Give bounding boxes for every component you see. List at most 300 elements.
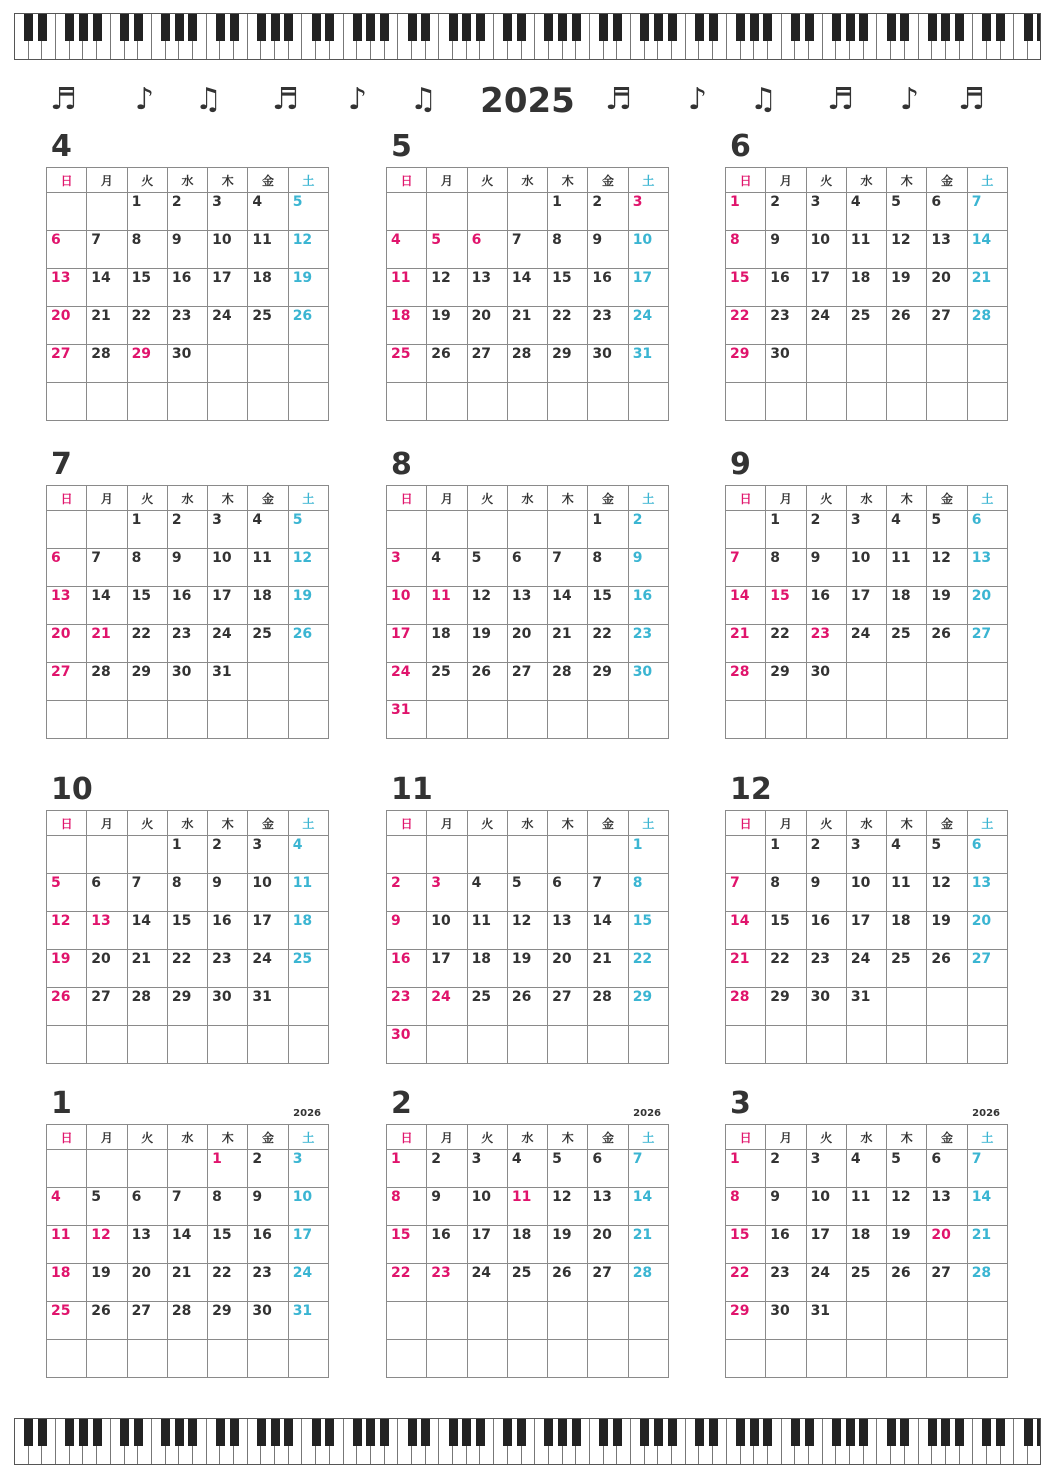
day-cell: 3 [288, 1150, 328, 1188]
day-cell [208, 1026, 248, 1064]
weekday-header: 火 [467, 486, 507, 511]
day-cell [208, 701, 248, 739]
day-cell: 2 [588, 193, 628, 231]
day-cell: 4 [248, 511, 288, 549]
day-cell [927, 1026, 967, 1064]
week-row [726, 912, 1008, 950]
day-cell [248, 1026, 288, 1064]
day-cell [467, 383, 507, 421]
black-key [421, 14, 430, 41]
day-cell: 4 [887, 511, 927, 549]
day-cell [427, 511, 467, 549]
black-key [736, 1419, 745, 1446]
day-cell: 28 [726, 988, 766, 1026]
day-cell: 25 [427, 663, 467, 701]
black-key [996, 1419, 1005, 1446]
month-calendar [725, 129, 1008, 421]
day-cell: 31 [248, 988, 288, 1026]
black-key [572, 14, 581, 41]
day-cell: 18 [427, 625, 467, 663]
day-cell: 4 [387, 231, 427, 269]
day-cell: 3 [208, 193, 248, 231]
week-row [47, 663, 329, 701]
day-cell: 28 [628, 1264, 668, 1302]
weekday-header: 金 [248, 486, 288, 511]
day-cell: 23 [628, 625, 668, 663]
day-cell [208, 383, 248, 421]
week-row [387, 307, 669, 345]
weekday-header: 日 [387, 1125, 427, 1150]
next-year-label: 2026 [633, 1108, 661, 1119]
month-table [725, 167, 1008, 421]
day-cell: 9 [208, 874, 248, 912]
weekday-header-row [726, 168, 1008, 193]
black-key [750, 14, 759, 41]
day-cell: 2 [387, 874, 427, 912]
week-row [726, 1264, 1008, 1302]
week-row [387, 345, 669, 383]
week-row [726, 950, 1008, 988]
day-cell: 13 [927, 1188, 967, 1226]
day-cell [288, 988, 328, 1026]
day-cell: 30 [248, 1302, 288, 1340]
day-cell [726, 1340, 766, 1378]
black-key [695, 1419, 704, 1446]
day-cell [887, 1026, 927, 1064]
day-cell: 30 [628, 663, 668, 701]
black-key [928, 1419, 937, 1446]
day-cell: 23 [427, 1264, 467, 1302]
day-cell [87, 836, 127, 874]
weekday-header: 水 [507, 168, 547, 193]
month-number: 4 [51, 129, 72, 164]
day-cell: 2 [766, 1150, 806, 1188]
music-note-icon: ♬ [605, 82, 632, 117]
black-key [366, 14, 375, 41]
day-cell: 19 [887, 1226, 927, 1264]
black-key [462, 1419, 471, 1446]
weekday-header: 月 [87, 168, 127, 193]
day-cell [588, 1340, 628, 1378]
music-note-icon: ♪ [900, 82, 920, 117]
day-cell: 5 [507, 874, 547, 912]
day-cell: 24 [387, 663, 427, 701]
day-cell: 3 [467, 1150, 507, 1188]
day-cell: 17 [208, 587, 248, 625]
day-cell: 12 [927, 549, 967, 587]
day-cell [427, 1026, 467, 1064]
weekday-header: 木 [887, 811, 927, 836]
day-cell: 13 [967, 874, 1007, 912]
black-key [572, 1419, 581, 1446]
day-cell [427, 701, 467, 739]
black-key [736, 14, 745, 41]
day-cell: 15 [588, 587, 628, 625]
day-cell [548, 836, 588, 874]
day-cell [887, 383, 927, 421]
day-cell: 4 [427, 549, 467, 587]
black-key [38, 1419, 47, 1446]
day-cell [628, 1340, 668, 1378]
day-cell: 21 [967, 1226, 1007, 1264]
month-calendar [46, 1086, 329, 1378]
day-cell: 3 [806, 1150, 846, 1188]
day-cell [507, 1302, 547, 1340]
day-cell: 18 [507, 1226, 547, 1264]
day-cell: 20 [87, 950, 127, 988]
weekday-header: 日 [387, 811, 427, 836]
day-cell: 19 [87, 1264, 127, 1302]
day-cell: 10 [427, 912, 467, 950]
day-cell: 27 [927, 307, 967, 345]
day-cell: 31 [288, 1302, 328, 1340]
weekday-header: 金 [927, 1125, 967, 1150]
black-key [558, 14, 567, 41]
day-cell [288, 345, 328, 383]
day-cell [588, 836, 628, 874]
week-row [726, 231, 1008, 269]
day-cell: 11 [846, 231, 886, 269]
weekday-header: 火 [806, 168, 846, 193]
weekday-header: 日 [47, 811, 87, 836]
week-row [387, 1226, 669, 1264]
day-cell: 12 [507, 912, 547, 950]
day-cell [467, 1302, 507, 1340]
day-cell: 13 [467, 269, 507, 307]
week-row [47, 383, 329, 421]
day-cell: 26 [47, 988, 87, 1026]
day-cell: 6 [588, 1150, 628, 1188]
month-number: 6 [730, 129, 751, 164]
day-cell: 17 [628, 269, 668, 307]
piano-keyboard-top [14, 13, 1041, 60]
day-cell [588, 383, 628, 421]
black-key [366, 1419, 375, 1446]
day-cell: 27 [507, 663, 547, 701]
week-row [387, 1026, 669, 1064]
day-cell: 21 [548, 625, 588, 663]
music-note-icon: ♪ [348, 82, 368, 117]
day-cell: 1 [628, 836, 668, 874]
day-cell [387, 1340, 427, 1378]
day-cell: 20 [47, 307, 87, 345]
day-cell: 27 [967, 950, 1007, 988]
black-key [955, 14, 964, 41]
day-cell: 14 [548, 587, 588, 625]
day-cell: 28 [588, 988, 628, 1026]
day-cell: 20 [507, 625, 547, 663]
month-calendar [386, 1086, 669, 1378]
day-cell: 9 [628, 549, 668, 587]
weekday-header: 木 [887, 486, 927, 511]
weekday-header-row [47, 486, 329, 511]
black-key [805, 14, 814, 41]
day-cell [87, 1340, 127, 1378]
black-key [558, 1419, 567, 1446]
weekday-header: 月 [427, 1125, 467, 1150]
day-cell: 25 [248, 625, 288, 663]
day-cell: 17 [806, 1226, 846, 1264]
music-note-icon: ♫ [195, 82, 222, 117]
black-key [900, 14, 909, 41]
day-cell: 25 [467, 988, 507, 1026]
weekday-header: 土 [967, 811, 1007, 836]
day-cell: 2 [766, 193, 806, 231]
weekday-header: 水 [167, 168, 207, 193]
day-cell [427, 1340, 467, 1378]
day-cell: 2 [806, 836, 846, 874]
day-cell: 2 [806, 511, 846, 549]
day-cell: 15 [387, 1226, 427, 1264]
day-cell: 21 [726, 625, 766, 663]
day-cell: 29 [766, 663, 806, 701]
day-cell [47, 1026, 87, 1064]
day-cell [208, 1340, 248, 1378]
music-note-icon: ♪ [688, 82, 708, 117]
day-cell: 24 [846, 950, 886, 988]
day-cell: 30 [806, 988, 846, 1026]
week-row [47, 549, 329, 587]
calendar-header [40, 78, 1015, 128]
day-cell: 21 [167, 1264, 207, 1302]
week-row [726, 587, 1008, 625]
weekday-header: 土 [288, 1125, 328, 1150]
black-key [476, 14, 485, 41]
day-cell: 20 [467, 307, 507, 345]
day-cell [387, 193, 427, 231]
black-key [832, 14, 841, 41]
day-cell: 23 [766, 1264, 806, 1302]
month-number: 10 [51, 772, 93, 807]
day-cell: 17 [806, 269, 846, 307]
weekday-header: 水 [846, 168, 886, 193]
music-note-icon: ♫ [750, 82, 777, 117]
month-calendar [725, 447, 1008, 739]
day-cell: 13 [927, 231, 967, 269]
day-cell: 9 [766, 231, 806, 269]
day-cell: 10 [806, 1188, 846, 1226]
day-cell: 9 [806, 874, 846, 912]
black-key [353, 14, 362, 41]
black-key [230, 14, 239, 41]
weekday-header: 日 [387, 486, 427, 511]
weekday-header: 土 [628, 1125, 668, 1150]
day-cell: 11 [887, 549, 927, 587]
week-row [47, 836, 329, 874]
day-cell: 27 [87, 988, 127, 1026]
day-cell: 8 [766, 549, 806, 587]
weekday-header-row [387, 486, 669, 511]
day-cell: 11 [248, 231, 288, 269]
weekday-header: 金 [927, 486, 967, 511]
black-key [312, 14, 321, 41]
day-cell: 30 [208, 988, 248, 1026]
day-cell: 6 [507, 549, 547, 587]
day-cell: 17 [208, 269, 248, 307]
day-cell: 17 [387, 625, 427, 663]
day-cell: 24 [208, 625, 248, 663]
day-cell [927, 345, 967, 383]
day-cell: 14 [127, 912, 167, 950]
weekday-header: 木 [548, 1125, 588, 1150]
day-cell: 6 [467, 231, 507, 269]
week-row [387, 988, 669, 1026]
day-cell: 4 [846, 193, 886, 231]
month-table [386, 485, 669, 739]
day-cell [288, 663, 328, 701]
weekday-header-row [387, 168, 669, 193]
day-cell [967, 345, 1007, 383]
day-cell: 2 [628, 511, 668, 549]
day-cell: 26 [927, 950, 967, 988]
day-cell: 1 [588, 511, 628, 549]
day-cell [248, 383, 288, 421]
black-key [284, 14, 293, 41]
black-key [79, 1419, 88, 1446]
day-cell [846, 1340, 886, 1378]
black-key [805, 1419, 814, 1446]
music-note-icon: ♬ [50, 82, 77, 117]
black-key [134, 1419, 143, 1446]
day-cell: 5 [288, 193, 328, 231]
day-cell [127, 1340, 167, 1378]
day-cell: 5 [467, 549, 507, 587]
week-row [387, 1264, 669, 1302]
day-cell: 19 [548, 1226, 588, 1264]
day-cell: 8 [766, 874, 806, 912]
day-cell [927, 1302, 967, 1340]
weekday-header: 金 [588, 1125, 628, 1150]
week-row [47, 307, 329, 345]
day-cell: 25 [288, 950, 328, 988]
black-key [175, 1419, 184, 1446]
week-row [387, 1340, 669, 1378]
day-cell: 13 [87, 912, 127, 950]
month-number: 1 [51, 1086, 72, 1121]
weekday-header: 月 [766, 811, 806, 836]
day-cell: 11 [248, 549, 288, 587]
day-cell [967, 1302, 1007, 1340]
month-number: 8 [391, 447, 412, 482]
weekday-header: 火 [806, 811, 846, 836]
day-cell [726, 383, 766, 421]
black-key [271, 1419, 280, 1446]
day-cell [806, 701, 846, 739]
day-cell [87, 193, 127, 231]
weekday-header: 金 [588, 168, 628, 193]
week-row [726, 625, 1008, 663]
week-row [47, 912, 329, 950]
weekday-header-row [47, 1125, 329, 1150]
black-key [1037, 14, 1041, 41]
day-cell: 5 [548, 1150, 588, 1188]
day-cell: 1 [726, 1150, 766, 1188]
day-cell: 11 [507, 1188, 547, 1226]
day-cell [548, 1302, 588, 1340]
weekday-header: 火 [467, 811, 507, 836]
month-table [46, 485, 329, 739]
week-row [47, 1302, 329, 1340]
day-cell: 1 [127, 511, 167, 549]
day-cell: 14 [967, 231, 1007, 269]
week-row [726, 383, 1008, 421]
day-cell [87, 1150, 127, 1188]
weekday-header: 月 [766, 486, 806, 511]
day-cell: 6 [127, 1188, 167, 1226]
weekday-header: 火 [806, 486, 846, 511]
day-cell [806, 383, 846, 421]
black-key [941, 1419, 950, 1446]
day-cell: 15 [127, 269, 167, 307]
week-row [726, 1150, 1008, 1188]
day-cell [548, 1026, 588, 1064]
week-row [726, 663, 1008, 701]
day-cell: 28 [167, 1302, 207, 1340]
day-cell: 23 [167, 307, 207, 345]
day-cell [387, 836, 427, 874]
day-cell [806, 1026, 846, 1064]
day-cell: 15 [766, 912, 806, 950]
day-cell [507, 193, 547, 231]
day-cell: 11 [427, 587, 467, 625]
day-cell: 27 [47, 345, 87, 383]
day-cell: 30 [167, 345, 207, 383]
day-cell: 26 [427, 345, 467, 383]
day-cell: 22 [127, 625, 167, 663]
day-cell: 6 [967, 511, 1007, 549]
day-cell [248, 663, 288, 701]
week-row [726, 874, 1008, 912]
day-cell: 1 [167, 836, 207, 874]
day-cell: 2 [248, 1150, 288, 1188]
day-cell: 15 [726, 1226, 766, 1264]
day-cell: 28 [967, 1264, 1007, 1302]
day-cell [507, 511, 547, 549]
black-key [476, 1419, 485, 1446]
black-key [421, 1419, 430, 1446]
day-cell: 9 [427, 1188, 467, 1226]
week-row [726, 269, 1008, 307]
black-key [449, 14, 458, 41]
week-row [387, 193, 669, 231]
day-cell [507, 836, 547, 874]
day-cell [846, 1302, 886, 1340]
day-cell [588, 701, 628, 739]
day-cell: 30 [766, 345, 806, 383]
day-cell: 15 [208, 1226, 248, 1264]
day-cell: 5 [87, 1188, 127, 1226]
music-note-icon: ♬ [958, 82, 985, 117]
day-cell: 9 [248, 1188, 288, 1226]
day-cell [427, 1302, 467, 1340]
weekday-header: 火 [127, 1125, 167, 1150]
day-cell: 3 [846, 511, 886, 549]
day-cell: 24 [846, 625, 886, 663]
day-cell: 18 [47, 1264, 87, 1302]
day-cell [248, 345, 288, 383]
day-cell [887, 988, 927, 1026]
day-cell: 31 [208, 663, 248, 701]
day-cell [846, 383, 886, 421]
day-cell: 11 [47, 1226, 87, 1264]
day-cell: 25 [507, 1264, 547, 1302]
day-cell [766, 1026, 806, 1064]
day-cell: 4 [846, 1150, 886, 1188]
black-key [654, 14, 663, 41]
music-note-icon: ♬ [272, 82, 299, 117]
day-cell: 1 [548, 193, 588, 231]
black-key [791, 1419, 800, 1446]
